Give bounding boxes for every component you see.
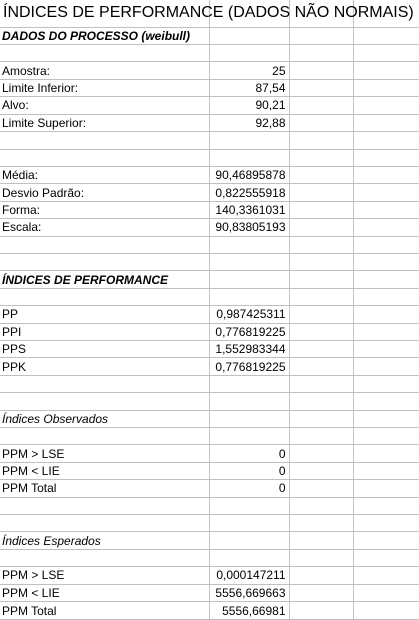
data-row (0, 445, 419, 462)
section-row (0, 271, 419, 288)
empty-cell[interactable] (289, 410, 353, 427)
value-cell[interactable] (209, 410, 289, 427)
empty-cell[interactable] (289, 166, 353, 183)
value-cell[interactable]: 0,987425311 (209, 306, 289, 323)
empty-cell[interactable] (353, 97, 419, 114)
blank-row (0, 45, 419, 62)
empty-cell[interactable] (353, 584, 419, 601)
value-cell[interactable] (209, 428, 289, 445)
value-cell[interactable] (209, 532, 289, 549)
label-cell[interactable]: PPI (0, 323, 209, 340)
blank-row (0, 132, 419, 149)
empty-cell[interactable] (289, 288, 353, 305)
blank-row (0, 253, 419, 270)
value-cell[interactable] (209, 549, 289, 566)
label-cell[interactable] (0, 288, 209, 305)
empty-cell[interactable] (289, 27, 353, 44)
label-cell[interactable] (0, 428, 209, 445)
value-cell[interactable]: 5556,66981 (209, 602, 289, 620)
empty-cell[interactable] (289, 497, 353, 514)
data-row (0, 462, 419, 479)
empty-cell[interactable] (353, 497, 419, 514)
empty-cell[interactable] (353, 288, 419, 305)
value-cell[interactable]: 5556,669663 (209, 584, 289, 601)
empty-cell[interactable] (353, 166, 419, 183)
label-cell[interactable]: PP (0, 306, 209, 323)
value-cell[interactable]: 0 (209, 480, 289, 497)
empty-cell[interactable] (353, 132, 419, 149)
empty-cell[interactable] (353, 79, 419, 96)
empty-cell[interactable] (289, 306, 353, 323)
label-cell[interactable] (0, 236, 209, 253)
empty-cell[interactable] (289, 97, 353, 114)
data-row (0, 201, 419, 218)
value-cell[interactable]: 0,776819225 (209, 358, 289, 375)
empty-cell[interactable] (289, 532, 353, 549)
value-cell[interactable]: 0 (209, 462, 289, 479)
subsection-row (0, 532, 419, 549)
empty-cell[interactable] (289, 236, 353, 253)
data-row (0, 602, 419, 620)
data-row (0, 306, 419, 323)
empty-cell[interactable] (353, 27, 419, 44)
subsection-row (0, 410, 419, 427)
empty-cell[interactable] (353, 236, 419, 253)
value-cell[interactable]: 90,21 (209, 97, 289, 114)
empty-cell[interactable] (289, 132, 353, 149)
label-cell[interactable]: Média: (0, 166, 209, 183)
blank-row (0, 236, 419, 253)
data-row (0, 114, 419, 131)
empty-cell[interactable] (289, 62, 353, 79)
label-cell[interactable]: PPM < LIE (0, 462, 209, 479)
empty-cell[interactable] (289, 462, 353, 479)
label-cell[interactable] (0, 253, 209, 270)
empty-cell[interactable] (289, 393, 353, 410)
blank-row (0, 393, 419, 410)
label-cell[interactable]: PPM > LSE (0, 567, 209, 584)
empty-cell[interactable] (289, 323, 353, 340)
empty-cell[interactable] (353, 45, 419, 62)
label-cell[interactable]: PPK (0, 358, 209, 375)
value-cell[interactable] (209, 497, 289, 514)
label-cell[interactable] (0, 549, 209, 566)
blank-row (0, 375, 419, 392)
value-cell[interactable] (209, 288, 289, 305)
empty-cell[interactable] (353, 184, 419, 201)
empty-cell[interactable] (289, 428, 353, 445)
empty-cell[interactable] (289, 515, 353, 532)
label-cell[interactable] (0, 45, 209, 62)
value-cell[interactable]: 92,88 (209, 114, 289, 131)
empty-cell[interactable] (289, 201, 353, 218)
value-cell[interactable]: 140,3361031 (209, 201, 289, 218)
empty-cell[interactable] (353, 306, 419, 323)
empty-cell[interactable] (353, 62, 419, 79)
data-row (0, 358, 419, 375)
value-cell[interactable]: 0 (209, 445, 289, 462)
empty-cell[interactable] (353, 358, 419, 375)
blank-row (0, 549, 419, 566)
empty-cell[interactable] (353, 480, 419, 497)
empty-cell[interactable] (289, 445, 353, 462)
value-cell[interactable]: 25 (209, 62, 289, 79)
blank-row (0, 149, 419, 166)
blank-row (0, 288, 419, 305)
value-cell[interactable] (209, 132, 289, 149)
label-cell[interactable]: ÍNDICES DE PERFORMANCE (0, 271, 209, 288)
label-cell[interactable] (0, 515, 209, 532)
label-cell[interactable] (0, 375, 209, 392)
empty-cell[interactable] (353, 428, 419, 445)
data-row (0, 567, 419, 584)
label-cell[interactable]: PPS (0, 340, 209, 357)
label-cell[interactable] (0, 149, 209, 166)
empty-cell[interactable] (289, 79, 353, 96)
label-cell[interactable]: Forma: (0, 201, 209, 218)
empty-cell[interactable] (353, 602, 419, 620)
empty-cell[interactable] (353, 549, 419, 566)
empty-cell[interactable] (353, 114, 419, 131)
data-row (0, 97, 419, 114)
empty-cell[interactable] (289, 149, 353, 166)
empty-cell[interactable] (353, 393, 419, 410)
empty-cell[interactable] (353, 462, 419, 479)
label-cell[interactable] (0, 393, 209, 410)
blank-row (0, 428, 419, 445)
data-row (0, 323, 419, 340)
label-cell[interactable]: Limite Superior: (0, 114, 209, 131)
empty-cell[interactable] (353, 340, 419, 357)
empty-cell[interactable] (353, 219, 419, 236)
label-cell[interactable] (0, 132, 209, 149)
sheet-title: ÍNDICES DE PERFORMANCE (DADOS NÃO NORMAIS) (3, 4, 414, 21)
empty-cell[interactable] (353, 445, 419, 462)
empty-cell[interactable] (289, 375, 353, 392)
blank-row (0, 515, 419, 532)
empty-cell[interactable] (289, 584, 353, 601)
empty-cell[interactable] (289, 358, 353, 375)
label-cell[interactable]: Limite Inferior: (0, 79, 209, 96)
label-cell[interactable]: Amostra: (0, 62, 209, 79)
empty-cell[interactable] (289, 184, 353, 201)
value-cell[interactable]: 0,000147211 (209, 567, 289, 584)
label-cell[interactable]: Desvio Padrão: (0, 184, 209, 201)
value-cell[interactable] (209, 236, 289, 253)
section-row (0, 27, 419, 44)
empty-cell[interactable] (353, 567, 419, 584)
title-row (0, 0, 419, 27)
value-cell[interactable]: 90,83805193 (209, 219, 289, 236)
blank-row (0, 497, 419, 514)
label-cell[interactable] (0, 497, 209, 514)
label-cell[interactable]: PPM Total (0, 480, 209, 497)
value-cell[interactable]: 90,46895878 (209, 166, 289, 183)
value-cell[interactable]: 0,822555918 (209, 184, 289, 201)
label-cell[interactable]: Índices Esperados (0, 532, 209, 549)
empty-cell[interactable] (289, 480, 353, 497)
empty-cell[interactable] (289, 253, 353, 270)
empty-cell[interactable] (353, 253, 419, 270)
value-cell[interactable]: 0,776819225 (209, 323, 289, 340)
value-cell[interactable] (209, 271, 289, 288)
empty-cell[interactable] (353, 532, 419, 549)
empty-cell[interactable] (289, 567, 353, 584)
empty-cell[interactable] (353, 375, 419, 392)
empty-cell[interactable] (353, 201, 419, 218)
value-cell[interactable] (209, 45, 289, 62)
empty-cell[interactable] (289, 549, 353, 566)
data-row (0, 340, 419, 357)
empty-cell[interactable] (353, 149, 419, 166)
empty-cell[interactable] (353, 323, 419, 340)
label-cell[interactable]: PPM < LIE (0, 584, 209, 601)
value-cell[interactable] (209, 27, 289, 44)
label-cell[interactable]: DADOS DO PROCESSO (weibull) (0, 27, 209, 44)
value-cell[interactable] (209, 375, 289, 392)
value-cell[interactable]: 1,552983344 (209, 340, 289, 357)
value-cell[interactable] (209, 149, 289, 166)
empty-cell[interactable] (289, 340, 353, 357)
label-cell[interactable]: Alvo: (0, 97, 209, 114)
title-cell[interactable] (0, 0, 414, 27)
data-row (0, 62, 419, 79)
data-row (0, 184, 419, 201)
data-row (0, 584, 419, 601)
value-cell[interactable] (209, 515, 289, 532)
data-row (0, 219, 419, 236)
empty-cell[interactable] (353, 515, 419, 532)
empty-cell[interactable] (289, 271, 353, 288)
empty-cell[interactable] (289, 602, 353, 620)
empty-cell[interactable] (289, 114, 353, 131)
data-row (0, 79, 419, 96)
value-cell[interactable]: 87,54 (209, 79, 289, 96)
empty-cell[interactable] (289, 45, 353, 62)
label-cell[interactable]: PPM Total (0, 602, 209, 620)
value-cell[interactable] (209, 253, 289, 270)
data-row (0, 480, 419, 497)
value-cell[interactable] (209, 393, 289, 410)
data-row (0, 166, 419, 183)
empty-cell[interactable] (289, 219, 353, 236)
empty-cell[interactable] (353, 271, 419, 288)
label-cell[interactable]: Escala: (0, 219, 209, 236)
label-cell[interactable]: Índices Observados (0, 410, 209, 427)
empty-cell[interactable] (353, 410, 419, 427)
label-cell[interactable]: PPM > LSE (0, 445, 209, 462)
